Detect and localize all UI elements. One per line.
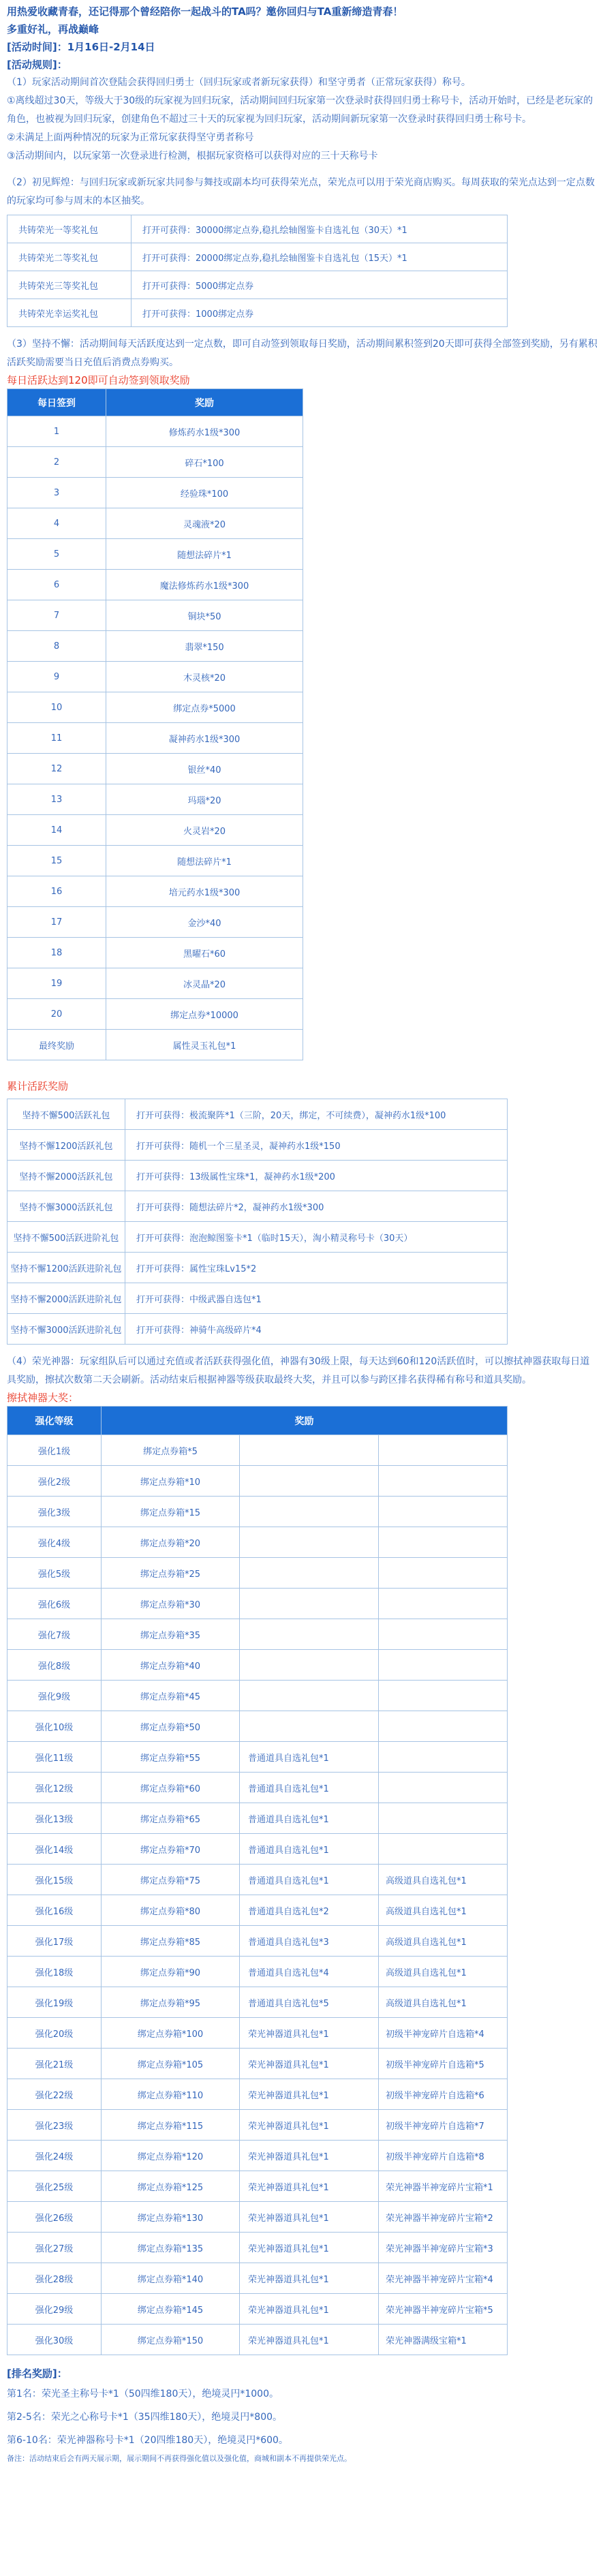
artifact-reward-2: 荣光神器道具礼包*1 bbox=[240, 2049, 379, 2079]
artifact-reward-2: 荣光神器道具礼包*1 bbox=[240, 2233, 379, 2263]
artifact-reward-2: 荣光神器道具礼包*1 bbox=[240, 2171, 379, 2202]
table-row bbox=[7, 692, 303, 723]
cum-pack-content: 打开可获得：极流聚阵*1（三阶，20天，绑定，不可续费），凝神药水1级*100 bbox=[125, 1099, 508, 1130]
artifact-reward-1: 绑定点券箱*65 bbox=[102, 1803, 240, 1834]
rule-p1: （1）玩家活动期间首次登陆会获得回归勇士（回归玩家或者新玩家获得）和坚守勇者（正常玩家获得）称号。 bbox=[7, 77, 471, 88]
signin-day: 17 bbox=[7, 907, 106, 938]
table-row bbox=[7, 1681, 508, 1711]
table-row bbox=[7, 1650, 508, 1681]
signin-day: 7 bbox=[7, 600, 106, 631]
cum-pack-content: 打开可获得：泡泡鲸图鉴卡*1（临时15天），淘小精灵称号卡（30天） bbox=[125, 1222, 508, 1253]
artifact-reward-3: 荣光神器半神宠碎片宝箱*3 bbox=[379, 2233, 508, 2263]
artifact-reward-3: 初级半神宠碎片自选箱*4 bbox=[379, 2018, 508, 2049]
signin-reward: 随想法碎片*1 bbox=[106, 846, 303, 876]
table-cell: 共铸荣光幸运奖礼包 bbox=[7, 299, 132, 327]
artifact-reward-1: 绑定点券箱*15 bbox=[102, 1497, 240, 1527]
artifact-reward-2: 荣光神器道具礼包*1 bbox=[240, 2141, 379, 2171]
cum-pack-name: 坚持不懈3000活跃进阶礼包 bbox=[7, 1314, 125, 1345]
artifact-reward-3: 初级半神宠碎片自选箱*7 bbox=[379, 2110, 508, 2141]
table-row bbox=[7, 1742, 508, 1773]
artifact-reward-3 bbox=[379, 1681, 508, 1711]
artifact-reward-1: 绑定点券箱*60 bbox=[102, 1773, 240, 1803]
table-row bbox=[7, 447, 303, 478]
artifact-reward-2: 普通道具自选礼包*3 bbox=[240, 1926, 379, 1957]
artifact-level: 强化20级 bbox=[7, 2018, 102, 2049]
table-row bbox=[7, 631, 303, 662]
table-cell: 打开可获得：30000绑定点券,稳扎绘轴图鉴卡自选礼包（30天）*1 bbox=[132, 215, 508, 243]
signin-day: 11 bbox=[7, 723, 106, 754]
artifact-level: 强化23级 bbox=[7, 2110, 102, 2141]
artifact-level: 强化16级 bbox=[7, 1895, 102, 1926]
table-row bbox=[7, 1865, 508, 1895]
artifact-reward-1: 绑定点券箱*50 bbox=[102, 1711, 240, 1742]
signin-day: 9 bbox=[7, 662, 106, 692]
artifact-reward-3: 荣光神器半神宠碎片宝箱*4 bbox=[379, 2263, 508, 2294]
table-cell: 共铸荣光一等奖礼包 bbox=[7, 215, 132, 243]
artifact-reward-3 bbox=[379, 1466, 508, 1497]
ranking-note: 备注：活动结束后会有两天展示期，展示期间不再获得强化值以及强化值，商城和副本不再提供荣光点。 bbox=[7, 2454, 352, 2463]
artifact-reward-3: 荣光神器半神宠碎片宝箱*5 bbox=[379, 2294, 508, 2325]
artifact-reward-3: 荣光神器半神宠碎片宝箱*2 bbox=[379, 2202, 508, 2233]
artifact-reward-3 bbox=[379, 1497, 508, 1527]
artifact-level: 强化18级 bbox=[7, 1957, 102, 1987]
signin-day: 14 bbox=[7, 815, 106, 846]
cum-pack-content: 打开可获得：神骑牛高级碎片*4 bbox=[125, 1314, 508, 1345]
table-row bbox=[7, 478, 303, 508]
table-row bbox=[7, 662, 303, 692]
artifact-reward-1: 绑定点券箱*55 bbox=[102, 1742, 240, 1773]
artifact-reward-2: 普通道具自选礼包*2 bbox=[240, 1895, 379, 1926]
artifact-reward-3 bbox=[379, 1589, 508, 1619]
artifact-reward-1: 绑定点券箱*45 bbox=[102, 1681, 240, 1711]
table-row bbox=[7, 938, 303, 968]
cum-pack-name: 坚持不懈500活跃礼包 bbox=[7, 1099, 125, 1130]
artifact-reward-1: 绑定点券箱*120 bbox=[102, 2141, 240, 2171]
artifact-reward-3 bbox=[379, 1834, 508, 1865]
artifact-level: 强化21级 bbox=[7, 2049, 102, 2079]
glory-lottery-table bbox=[7, 215, 508, 327]
artifact-level: 强化15级 bbox=[7, 1865, 102, 1895]
cum-pack-name: 坚持不懈500活跃进阶礼包 bbox=[7, 1222, 125, 1253]
cumulative-rows bbox=[7, 1099, 508, 1345]
cum-pack-content: 打开可获得：随想法碎片*2，凝神药水1级*300 bbox=[125, 1191, 508, 1222]
artifact-reward-2: 普通道具自选礼包*1 bbox=[240, 1803, 379, 1834]
ranking-title: [排名奖励]： bbox=[7, 2367, 67, 2380]
table-row bbox=[7, 2263, 508, 2294]
signin-reward: 金沙*40 bbox=[106, 907, 303, 938]
table-row bbox=[7, 1527, 508, 1558]
artifact-reward-2: 荣光神器道具礼包*1 bbox=[240, 2294, 379, 2325]
ranking-item-2: 第2-5名：荣光之心称号卡*1（35四维180天），绝境灵円*800。 bbox=[7, 2412, 283, 2423]
signin-day: 3 bbox=[7, 478, 106, 508]
artifact-reward-1: 绑定点券箱*5 bbox=[102, 1435, 240, 1466]
artifact-reward-3 bbox=[379, 1558, 508, 1589]
artifact-level: 强化9级 bbox=[7, 1681, 102, 1711]
table-row bbox=[7, 1957, 508, 1987]
artifact-reward-2: 普通道具自选礼包*1 bbox=[240, 1742, 379, 1773]
signin-reward: 灵魂液*20 bbox=[106, 508, 303, 539]
artifact-reward-3: 荣光神器满级宝箱*1 bbox=[379, 2325, 508, 2355]
artifact-level: 强化28级 bbox=[7, 2263, 102, 2294]
table-row bbox=[7, 271, 508, 299]
table-row bbox=[7, 1191, 508, 1222]
artifact-reward-1: 绑定点券箱*130 bbox=[102, 2202, 240, 2233]
col-header: 每日签到 bbox=[7, 389, 106, 416]
artifact-reward-2: 普通道具自选礼包*1 bbox=[240, 1834, 379, 1865]
table-row bbox=[7, 1497, 508, 1527]
signin-day: 16 bbox=[7, 876, 106, 907]
cum-pack-name: 坚持不懈1200活跃进阶礼包 bbox=[7, 1253, 125, 1283]
artifact-reward-2: 荣光神器道具礼包*1 bbox=[240, 2325, 379, 2355]
artifact-reward-3 bbox=[379, 1619, 508, 1650]
table-row bbox=[7, 1466, 508, 1497]
table-row bbox=[7, 2171, 508, 2202]
rule-2: ②未满足上面两种情况的玩家为正常玩家获得坚守勇者称号 bbox=[7, 132, 254, 143]
artifact-reward-1: 绑定点券箱*145 bbox=[102, 2294, 240, 2325]
artifact-level: 强化3级 bbox=[7, 1497, 102, 1527]
artifact-reward-1: 绑定点券箱*125 bbox=[102, 2171, 240, 2202]
section4-sub: 擦拭神器大奖： bbox=[7, 1392, 79, 1404]
table-row bbox=[7, 1895, 508, 1926]
artifact-reward-1: 绑定点券箱*105 bbox=[102, 2049, 240, 2079]
table-row bbox=[7, 1253, 508, 1283]
artifact-reward-1: 绑定点券箱*95 bbox=[102, 1987, 240, 2018]
signin-reward: 铜块*50 bbox=[106, 600, 303, 631]
artifact-level: 强化1级 bbox=[7, 1435, 102, 1466]
signin-reward: 木灵核*20 bbox=[106, 662, 303, 692]
artifact-reward-3 bbox=[379, 1435, 508, 1466]
artifact-reward-3 bbox=[379, 1773, 508, 1803]
signin-reward: 修炼药水1级*300 bbox=[106, 416, 303, 447]
table-cell: 打开可获得：20000绑定点券,稳扎绘轴图鉴卡自选礼包（15天）*1 bbox=[132, 243, 508, 271]
table-row bbox=[7, 215, 508, 243]
table-row bbox=[7, 815, 303, 846]
signin-reward: 经验珠*100 bbox=[106, 478, 303, 508]
artifact-level: 强化12级 bbox=[7, 1773, 102, 1803]
artifact-level: 强化2级 bbox=[7, 1466, 102, 1497]
artifact-reward-1: 绑定点券箱*25 bbox=[102, 1558, 240, 1589]
signin-day: 18 bbox=[7, 938, 106, 968]
table-row bbox=[7, 1161, 508, 1191]
artifact-reward-3: 荣光神器半神宠碎片宝箱*1 bbox=[379, 2171, 508, 2202]
cumulative-title: 累计活跃奖励 bbox=[7, 1080, 69, 1092]
table-cell: 打开可获得：1000绑定点券 bbox=[132, 299, 508, 327]
artifact-reward-2 bbox=[240, 1435, 379, 1466]
table-row bbox=[7, 1773, 508, 1803]
signin-reward: 属性灵玉礼包*1 bbox=[106, 1030, 303, 1060]
signin-reward: 绑定点券*10000 bbox=[106, 999, 303, 1030]
signin-reward: 绑定点券*5000 bbox=[106, 692, 303, 723]
artifact-table bbox=[7, 1406, 508, 2355]
cum-pack-content: 打开可获得：属性宝珠Lv15*2 bbox=[125, 1253, 508, 1283]
artifact-reward-1: 绑定点券箱*135 bbox=[102, 2233, 240, 2263]
artifact-level: 强化19级 bbox=[7, 1987, 102, 2018]
signin-reward: 玛瑙*20 bbox=[106, 784, 303, 815]
artifact-level: 强化14级 bbox=[7, 1834, 102, 1865]
artifact-level: 强化6级 bbox=[7, 1589, 102, 1619]
table-row bbox=[7, 846, 303, 876]
signin-reward: 冰灵晶*20 bbox=[106, 968, 303, 999]
artifact-reward-1: 绑定点券箱*150 bbox=[102, 2325, 240, 2355]
table-cell: 打开可获得：5000绑定点券 bbox=[132, 271, 508, 299]
table-row bbox=[7, 754, 303, 784]
intro-line1: 用热爱收藏青春，还记得那个曾经陪你一起战斗的TA吗？邀你回归与TA重新缔造青春！ bbox=[7, 5, 403, 18]
artifact-reward-3: 初级半神宠碎片自选箱*6 bbox=[379, 2079, 508, 2110]
ranking-item-3: 第6-10名：荣光神器称号卡*1（20四维180天），绝境灵円*600。 bbox=[7, 2435, 288, 2446]
section3-text: （3）坚持不懈：活动期间每天活跃度达到一定点数，即可自动签到领取每日奖励，活动期间累积签到20天即可获得全部签到奖励，另有累积活跃奖励需要当日充值后消费点券购买。 bbox=[7, 339, 598, 368]
ranking-item-1: 第1名：荣光圣主称号卡*1（50四维180天），绝境灵円*1000。 bbox=[7, 2389, 279, 2399]
signin-rows bbox=[7, 416, 303, 1060]
artifact-level: 强化4级 bbox=[7, 1527, 102, 1558]
artifact-reward-2: 普通道具自选礼包*5 bbox=[240, 1987, 379, 2018]
artifact-level: 强化11级 bbox=[7, 1742, 102, 1773]
table-row bbox=[7, 1558, 508, 1589]
table-row bbox=[7, 999, 303, 1030]
signin-reward: 魔法修炼药水1级*300 bbox=[106, 570, 303, 600]
section4-text: （4）荣光神器：玩家组队后可以通过充值或者活跃获得强化值，神器有30级上限，每天达到60和120活跃值时，可以擦拭神器获取每日道具奖励，擦拭次数第二天会刷新。活动结束后根据神器等级获取最终大奖，并且可以参与跨区排名获得稀有称号和道具奖励。 bbox=[7, 1356, 590, 1385]
col-header: 奖励 bbox=[106, 389, 303, 416]
rule-1: ①离线超过30天，等级大于30级的玩家视为回归玩家，活动期间回归玩家第一次登录时获得回归勇士称号卡，活动开始时，已经是老玩家的角色，也被视为回归玩家，创建角色不超过三十天的玩家视为回归玩家，活动期间新玩家第一次登录时获得回归勇士称号卡。 bbox=[7, 95, 593, 125]
artifact-reward-2: 荣光神器道具礼包*1 bbox=[240, 2079, 379, 2110]
cum-pack-content: 打开可获得：随机一个三星圣灵，凝神药水1级*150 bbox=[125, 1130, 508, 1161]
table-row bbox=[7, 508, 303, 539]
artifact-reward-2 bbox=[240, 1497, 379, 1527]
artifact-reward-3 bbox=[379, 1650, 508, 1681]
table-row bbox=[7, 416, 303, 447]
table-row bbox=[7, 1130, 508, 1161]
table-row bbox=[7, 1099, 508, 1130]
table-row bbox=[7, 2018, 508, 2049]
artifact-level: 强化17级 bbox=[7, 1926, 102, 1957]
table-row bbox=[7, 2294, 508, 2325]
artifact-rows bbox=[7, 1435, 508, 2355]
artifact-level: 强化5级 bbox=[7, 1558, 102, 1589]
table-row bbox=[7, 1834, 508, 1865]
signin-reward: 碎石*100 bbox=[106, 447, 303, 478]
signin-day: 1 bbox=[7, 416, 106, 447]
signin-day: 12 bbox=[7, 754, 106, 784]
artifact-reward-2: 普通道具自选礼包*4 bbox=[240, 1957, 379, 1987]
section2-text: （2）初见辉煌：与回归玩家或新玩家共同参与舞技或副本均可获得荣光点，荣光点可以用于荣光商店购买。每周获取的荣光点达到一定点数的玩家均可参与周末的本区抽奖。 bbox=[7, 177, 595, 206]
artifact-level: 强化25级 bbox=[7, 2171, 102, 2202]
signin-reward: 银丝*40 bbox=[106, 754, 303, 784]
artifact-reward-3 bbox=[379, 1527, 508, 1558]
table-row bbox=[7, 1222, 508, 1253]
artifact-reward-2 bbox=[240, 1711, 379, 1742]
table-row bbox=[7, 723, 303, 754]
artifact-reward-1: 绑定点券箱*70 bbox=[102, 1834, 240, 1865]
artifact-reward-1: 绑定点券箱*40 bbox=[102, 1650, 240, 1681]
table-row bbox=[7, 243, 508, 271]
rule-3: ③活动期间内，以玩家第一次登录进行检测，根据玩家资格可以获得对应的三十天称号卡 bbox=[7, 151, 378, 162]
artifact-reward-1: 绑定点券箱*100 bbox=[102, 2018, 240, 2049]
table-row bbox=[7, 2141, 508, 2171]
rules-title: [活动规则]： bbox=[7, 59, 67, 71]
signin-reward: 凝神药水1级*300 bbox=[106, 723, 303, 754]
table-row bbox=[7, 876, 303, 907]
artifact-reward-3 bbox=[379, 1803, 508, 1834]
table-row bbox=[7, 2079, 508, 2110]
signin-day: 6 bbox=[7, 570, 106, 600]
artifact-reward-2 bbox=[240, 1558, 379, 1589]
artifact-reward-1: 绑定点券箱*75 bbox=[102, 1865, 240, 1895]
table-row bbox=[7, 570, 303, 600]
col-header: 强化等级 bbox=[7, 1407, 102, 1435]
signin-day: 20 bbox=[7, 999, 106, 1030]
table-row bbox=[7, 2110, 508, 2141]
artifact-reward-1: 绑定点券箱*85 bbox=[102, 1926, 240, 1957]
signin-reward: 火灵岩*20 bbox=[106, 815, 303, 846]
artifact-level: 强化30级 bbox=[7, 2325, 102, 2355]
artifact-level: 强化26级 bbox=[7, 2202, 102, 2233]
signin-reward: 翡翠*150 bbox=[106, 631, 303, 662]
artifact-reward-2 bbox=[240, 1619, 379, 1650]
signin-reward: 黑曜石*60 bbox=[106, 938, 303, 968]
signin-day: 5 bbox=[7, 539, 106, 570]
artifact-reward-2: 荣光神器道具礼包*1 bbox=[240, 2263, 379, 2294]
table-row bbox=[7, 1987, 508, 2018]
table-cell: 共铸荣光二等奖礼包 bbox=[7, 243, 132, 271]
artifact-reward-3: 初级半神宠碎片自选箱*8 bbox=[379, 2141, 508, 2171]
signin-reward: 培元药水1级*300 bbox=[106, 876, 303, 907]
artifact-reward-3: 高级道具自选礼包*1 bbox=[379, 1895, 508, 1926]
artifact-reward-3: 高级道具自选礼包*1 bbox=[379, 1865, 508, 1895]
table-cell: 共铸荣光三等奖礼包 bbox=[7, 271, 132, 299]
artifact-reward-3 bbox=[379, 1742, 508, 1773]
intro-line2: 多重好礼，再战巅峰 bbox=[7, 23, 99, 35]
artifact-reward-1: 绑定点券箱*115 bbox=[102, 2110, 240, 2141]
cum-pack-name: 坚持不懈2000活跃进阶礼包 bbox=[7, 1283, 125, 1314]
artifact-reward-1: 绑定点券箱*35 bbox=[102, 1619, 240, 1650]
artifact-reward-1: 绑定点券箱*90 bbox=[102, 1957, 240, 1987]
signin-day: 19 bbox=[7, 968, 106, 999]
artifact-level: 强化8级 bbox=[7, 1650, 102, 1681]
daily-signin-table bbox=[7, 388, 303, 1060]
artifact-reward-3: 高级道具自选礼包*1 bbox=[379, 1926, 508, 1957]
table-row bbox=[7, 1803, 508, 1834]
signin-day: 8 bbox=[7, 631, 106, 662]
artifact-reward-2: 荣光神器道具礼包*1 bbox=[240, 2202, 379, 2233]
artifact-level: 强化22级 bbox=[7, 2079, 102, 2110]
artifact-level: 强化24级 bbox=[7, 2141, 102, 2171]
table-row bbox=[7, 1711, 508, 1742]
signin-day: 13 bbox=[7, 784, 106, 815]
table-row bbox=[7, 600, 303, 631]
col-header: 奖励 bbox=[102, 1407, 508, 1435]
cum-pack-content: 打开可获得：中级武器自选包*1 bbox=[125, 1283, 508, 1314]
artifact-reward-2: 荣光神器道具礼包*1 bbox=[240, 2018, 379, 2049]
artifact-level: 强化13级 bbox=[7, 1803, 102, 1834]
artifact-reward-2 bbox=[240, 1527, 379, 1558]
cumulative-table bbox=[7, 1099, 508, 1345]
table-row bbox=[7, 299, 508, 327]
table-row bbox=[7, 1619, 508, 1650]
table-row bbox=[7, 2233, 508, 2263]
cum-pack-name: 坚持不懈2000活跃礼包 bbox=[7, 1161, 125, 1191]
table-row bbox=[7, 2325, 508, 2355]
signin-day: 15 bbox=[7, 846, 106, 876]
table-row bbox=[7, 1435, 508, 1466]
artifact-reward-3: 高级道具自选礼包*1 bbox=[379, 1987, 508, 2018]
event-time: [活动时间]：1月16日-2月14日 bbox=[7, 41, 155, 53]
artifact-level: 强化10级 bbox=[7, 1711, 102, 1742]
artifact-reward-1: 绑定点券箱*80 bbox=[102, 1895, 240, 1926]
artifact-reward-3 bbox=[379, 1711, 508, 1742]
artifact-reward-3: 高级道具自选礼包*1 bbox=[379, 1957, 508, 1987]
cum-pack-name: 坚持不懈3000活跃礼包 bbox=[7, 1191, 125, 1222]
artifact-reward-1: 绑定点券箱*20 bbox=[102, 1527, 240, 1558]
artifact-reward-2 bbox=[240, 1589, 379, 1619]
table-row bbox=[7, 2049, 508, 2079]
table-row bbox=[7, 907, 303, 938]
table-row bbox=[7, 2202, 508, 2233]
table-row bbox=[7, 539, 303, 570]
signin-day: 最终奖励 bbox=[7, 1030, 106, 1060]
table-row bbox=[7, 784, 303, 815]
artifact-level: 强化27级 bbox=[7, 2233, 102, 2263]
artifact-reward-3: 初级半神宠碎片自选箱*5 bbox=[379, 2049, 508, 2079]
artifact-reward-1: 绑定点券箱*110 bbox=[102, 2079, 240, 2110]
signin-reward: 随想法碎片*1 bbox=[106, 539, 303, 570]
artifact-reward-1: 绑定点券箱*10 bbox=[102, 1466, 240, 1497]
table-row bbox=[7, 1030, 303, 1060]
artifact-reward-2: 普通道具自选礼包*1 bbox=[240, 1865, 379, 1895]
section3-sub: 每日活跃达到120即可自动签到领取奖励 bbox=[7, 374, 190, 386]
table-row bbox=[7, 1589, 508, 1619]
artifact-reward-2 bbox=[240, 1466, 379, 1497]
artifact-level: 强化7级 bbox=[7, 1619, 102, 1650]
artifact-level: 强化29级 bbox=[7, 2294, 102, 2325]
cum-pack-name: 坚持不懈1200活跃礼包 bbox=[7, 1130, 125, 1161]
artifact-reward-2 bbox=[240, 1650, 379, 1681]
table-row bbox=[7, 1926, 508, 1957]
artifact-reward-1: 绑定点券箱*30 bbox=[102, 1589, 240, 1619]
table-row bbox=[7, 1314, 508, 1345]
table-row bbox=[7, 1283, 508, 1314]
artifact-reward-2 bbox=[240, 1681, 379, 1711]
signin-day: 10 bbox=[7, 692, 106, 723]
artifact-reward-1: 绑定点券箱*140 bbox=[102, 2263, 240, 2294]
artifact-reward-2: 荣光神器道具礼包*1 bbox=[240, 2110, 379, 2141]
signin-day: 4 bbox=[7, 508, 106, 539]
artifact-reward-2: 普通道具自选礼包*1 bbox=[240, 1773, 379, 1803]
signin-day: 2 bbox=[7, 447, 106, 478]
cum-pack-content: 打开可获得：13级属性宝珠*1，凝神药水1级*200 bbox=[125, 1161, 508, 1191]
table-row bbox=[7, 968, 303, 999]
